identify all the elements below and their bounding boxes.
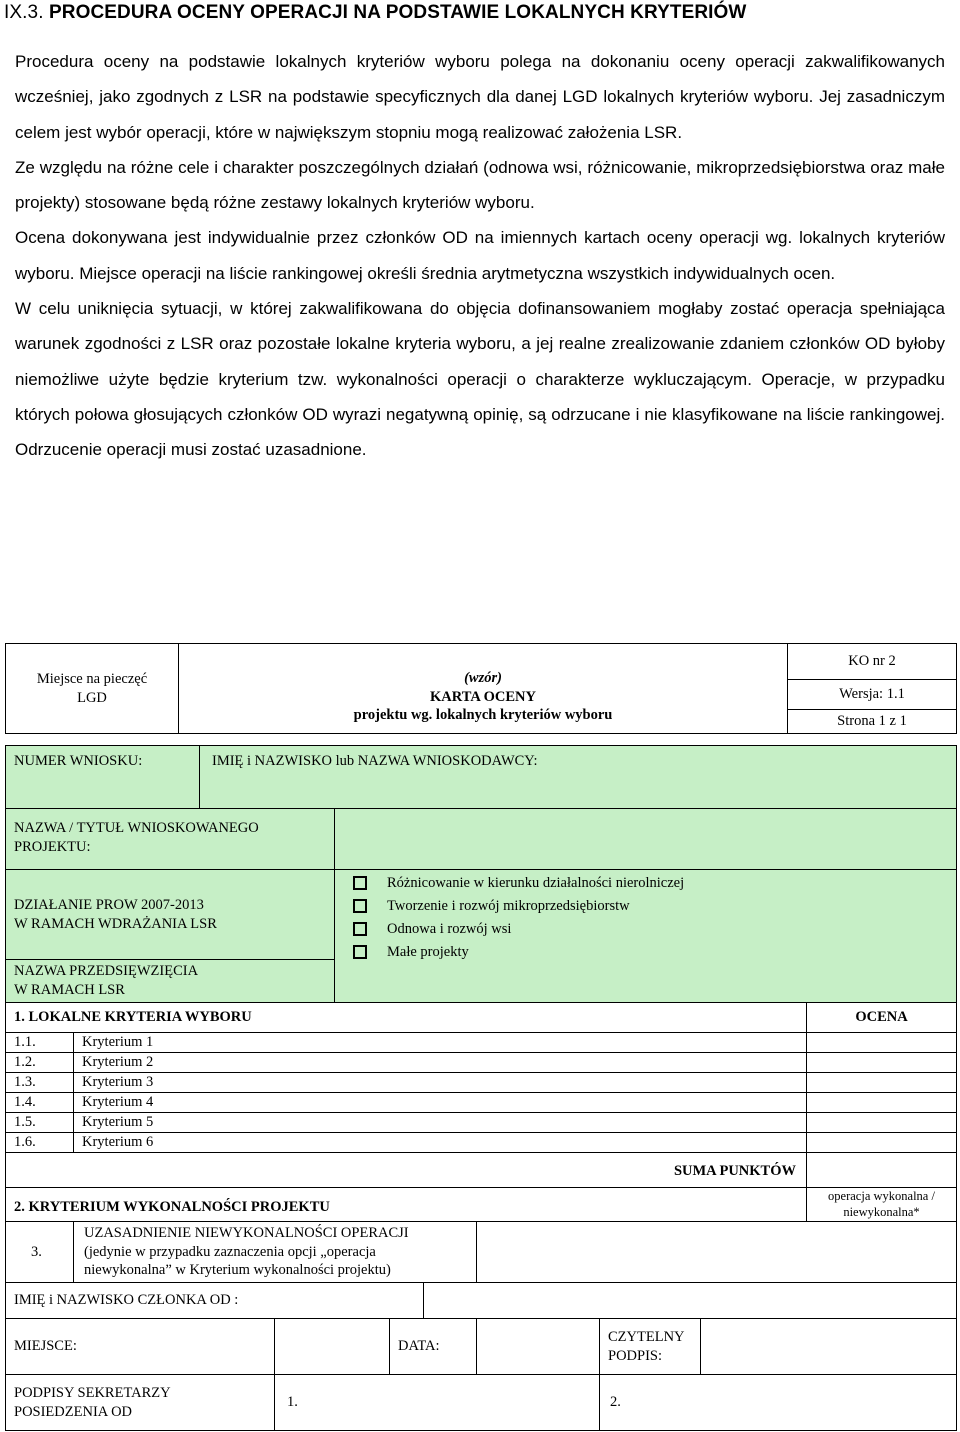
- option-row: [353, 920, 956, 939]
- form-title-wzor: (wzór): [464, 669, 502, 686]
- date-label: DATA:: [398, 1338, 440, 1355]
- application-number-label: NUMER WNIOSKU:: [14, 753, 143, 769]
- place-field[interactable]: [274, 1318, 390, 1375]
- form-title-karta: KARTA OCENY: [430, 688, 536, 705]
- measure-label-cell: [5, 869, 335, 960]
- intro-paragraph-2: Ze względu na różne cele i charakter poszczególnych działań (odnowa wsi, różnicowanie, mikroprzedsiębiorstwa oraz małe projekty) stosowane będą różne zestawy lokalnych kryteriów wyboru.: [15, 157, 945, 213]
- justification-label-3: niewykonalna” w Kryterium wykonalności projektu): [84, 1262, 391, 1279]
- option-label: Tworzenie i rozwój mikroprzedsiębiorstw: [387, 897, 630, 914]
- justification-field[interactable]: [476, 1221, 957, 1283]
- page-of: Strona 1 z 1: [837, 713, 907, 730]
- criterion-name: Kryterium 3: [73, 1072, 807, 1093]
- criterion-number: 1.6.: [5, 1132, 74, 1153]
- ko-number: KO nr 2: [848, 653, 896, 670]
- criterion-name: Kryterium 2: [73, 1052, 807, 1073]
- project-title-label-2: PROJEKTU:: [14, 838, 91, 855]
- feasibility-label-2: niewykonalna*: [843, 1204, 920, 1219]
- option-label: Małe projekty: [387, 943, 469, 960]
- option-row: [353, 897, 956, 916]
- secretary-1-field[interactable]: [274, 1374, 600, 1431]
- justification-number: 3.: [31, 1243, 42, 1260]
- criterion-score-field[interactable]: [806, 1132, 957, 1153]
- member-name-field[interactable]: [423, 1282, 957, 1319]
- member-name-label: IMIĘ i NAZWISKO CZŁONKA OD :: [14, 1292, 239, 1309]
- criterion-score-field[interactable]: [806, 1032, 957, 1053]
- secretaries-label-2: POSIEDZENIA OD: [14, 1403, 133, 1420]
- secretary-1-number: 1.: [287, 1394, 298, 1411]
- criterion-score-field[interactable]: [806, 1072, 957, 1093]
- intro-paragraph-4: W celu uniknięcia sytuacji, w której zakwalifikowana do objęcia dofinansowaniem mogłaby zostać operacja spełniająca warunek zgodności z LSR oraz pozostałe lokalne kryteria wyboru, a jej realne zrealizowanie zdaniem członków OD byłoby niemożliwe użyte będzie kryterium tzw. wykonalności operacji o charakterze wykluczającym. Operacje, w przypadku których połowa głosujących członków OD wyrazi negatywną opinię, są odrzucane i nie klasyfikowane na liście rankingowej. Odrzucenie operacji musi zostać uzasadnione.: [15, 299, 945, 460]
- criterion-score-field[interactable]: [806, 1112, 957, 1133]
- criterion-number: 1.3.: [5, 1072, 74, 1093]
- option-label: Różnicowanie w kierunku działalności nierolniczej: [387, 875, 685, 891]
- criterion-number: 1.4.: [5, 1092, 74, 1113]
- justification-number-cell: [5, 1221, 74, 1283]
- measure-label-2: W RAMACH WDRAŻANIA LSR: [14, 915, 217, 932]
- secretaries-label-cell: [5, 1374, 275, 1431]
- date-label-cell: [389, 1318, 477, 1375]
- applicant-name-field[interactable]: [199, 745, 957, 809]
- version-cell: [787, 679, 957, 710]
- criterion-number: 1.1.: [5, 1032, 74, 1053]
- checkbox-icon[interactable]: [353, 922, 367, 936]
- criterion-name: Kryterium 6: [73, 1132, 807, 1153]
- option-label: Odnowa i rozwój wsi: [387, 920, 512, 937]
- version: Wersja: 1.1: [839, 686, 905, 703]
- signature-label-2: PODPIS:: [608, 1347, 662, 1364]
- form-title-cell: [178, 643, 788, 734]
- justification-label-2: (jedynie w przypadku zaznaczenia opcji „operacja: [84, 1243, 376, 1260]
- section1-title-cell: [5, 1002, 807, 1033]
- sum-row-cell: [5, 1152, 807, 1188]
- option-row: [353, 943, 956, 962]
- criterion-name: Kryterium 5: [73, 1112, 807, 1133]
- score-header-cell: [806, 1002, 957, 1033]
- undertaking-label-1: NAZWA PRZEDSIĘWZIĘCIA: [14, 963, 199, 980]
- member-name-label-cell: [5, 1282, 424, 1319]
- sum-field[interactable]: [806, 1152, 957, 1188]
- feasibility-label-1: operacja wykonalna /: [828, 1188, 935, 1203]
- secretary-2-number: 2.: [610, 1394, 621, 1411]
- application-number-field[interactable]: [5, 745, 200, 809]
- checkbox-icon[interactable]: [353, 945, 367, 959]
- justification-label-cell: [73, 1221, 477, 1283]
- date-field[interactable]: [476, 1318, 600, 1375]
- option-row: [353, 874, 956, 893]
- criterion-number: 1.5.: [5, 1112, 74, 1133]
- sum-label: SUMA PUNKTÓW: [673, 1163, 796, 1179]
- checkbox-icon[interactable]: [353, 876, 367, 890]
- section-number: IX.3.: [4, 2, 44, 23]
- measure-label-1: DZIAŁANIE PROW 2007-2013: [14, 896, 204, 913]
- section2-title-cell: [5, 1187, 807, 1222]
- page-cell: [787, 709, 957, 734]
- criterion-number: 1.2.: [5, 1052, 74, 1073]
- place-label: MIEJSCE:: [14, 1338, 77, 1355]
- criterion-name: Kryterium 1: [73, 1032, 807, 1053]
- stamp-label-2: LGD: [77, 689, 107, 706]
- checkbox-icon[interactable]: [353, 899, 367, 913]
- justification-label-1: UZASADNIENIE NIEWYKONALNOŚCI OPERACJI: [84, 1225, 409, 1241]
- signature-field[interactable]: [700, 1318, 957, 1375]
- undertaking-label-2: W RAMACH LSR: [14, 982, 125, 998]
- criterion-name: Kryterium 4: [73, 1092, 807, 1113]
- place-label-cell: [5, 1318, 275, 1375]
- section2-title: 2. KRYTERIUM WYKONALNOŚCI PROJEKTU: [14, 1199, 330, 1215]
- intro-paragraph-1: Procedura oceny na podstawie lokalnych kryteriów wyboru polega na dokonaniu oceny operacji zakwalifikowanych wcześniej, jako zgodnych z LSR na podstawie specyficznych dla danej LGD lokalnych kryteriów wyboru. Jej zasadniczym celem jest wybór operacji, które w największym stopniu mogą realizować założenia LSR.: [15, 52, 945, 142]
- intro-text: [15, 44, 945, 468]
- stamp-label-1: Miejsce na pieczęć: [36, 670, 148, 687]
- section-heading: [4, 2, 746, 24]
- applicant-name-label: IMIĘ i NAZWISKO lub NAZWA WNIOSKODAWCY:: [212, 753, 538, 769]
- criterion-score-field[interactable]: [806, 1092, 957, 1113]
- signature-label-1: CZYTELNY: [608, 1328, 685, 1345]
- section-title: PROCEDURA OCENY OPERACJI NA PODSTAWIE LOKALNYCH KRYTERIÓW: [48, 2, 747, 23]
- score-header: OCENA: [855, 1009, 908, 1026]
- secretary-2-field[interactable]: [599, 1374, 957, 1431]
- measure-options-cell: [334, 869, 957, 1003]
- project-title-field[interactable]: [334, 808, 957, 870]
- stamp-cell: [5, 643, 179, 734]
- undertaking-label-cell: [5, 959, 335, 1003]
- criterion-score-field[interactable]: [806, 1052, 957, 1073]
- project-title-label-1: NAZWA / TYTUŁ WNIOSKOWANEGO: [14, 820, 259, 836]
- section1-title: 1. LOKALNE KRYTERIA WYBORU: [14, 1009, 252, 1026]
- form-title-sub: projektu wg. lokalnych kryteriów wyboru: [353, 707, 613, 724]
- feasibility-cell[interactable]: [806, 1187, 957, 1222]
- project-title-label-cell: [5, 808, 335, 870]
- secretaries-label-1: PODPISY SEKRETARZY: [14, 1384, 171, 1401]
- ko-number-cell: [787, 643, 957, 680]
- intro-paragraph-3: Ocena dokonywana jest indywidualnie przez członków OD na imiennych kartach oceny operacji wg. lokalnych kryteriów wyboru. Miejsce operacji na liście rankingowej określi średnia arytmetyczna wszystkich indywidualnych ocen.: [15, 228, 945, 283]
- signature-label-cell: [599, 1318, 701, 1375]
